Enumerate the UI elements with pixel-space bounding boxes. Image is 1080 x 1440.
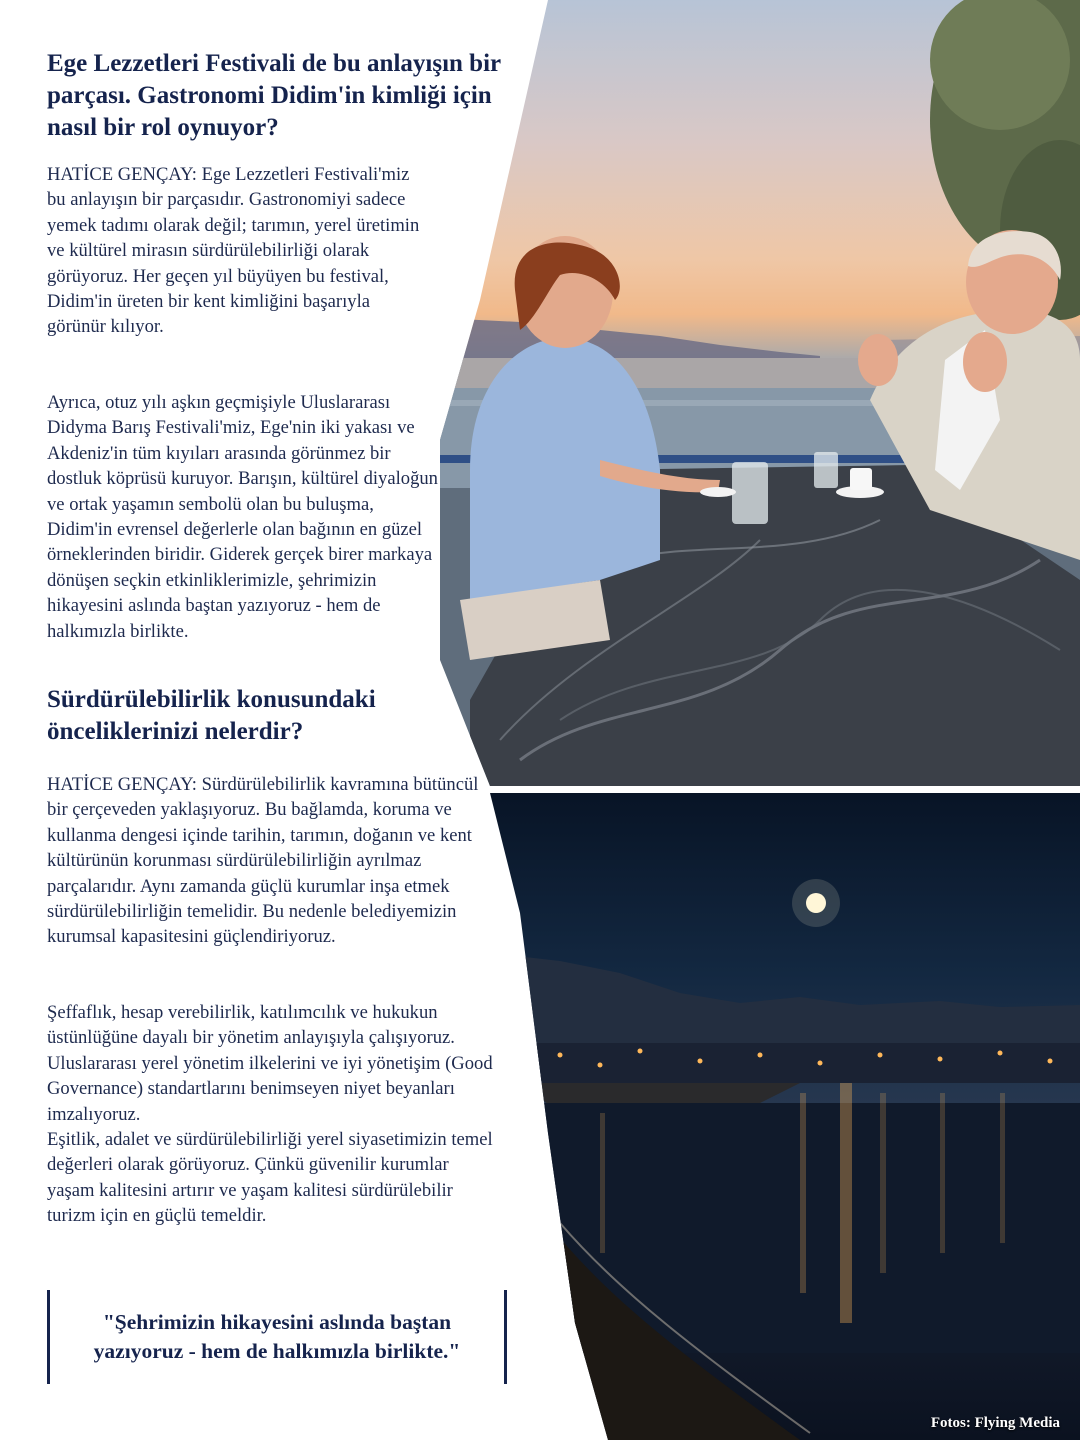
answer-2-paragraph-2: Şeffaflık, hesap verebilirlik, katılımcılık ve hukukun üstünlüğüne dayalı bir yönetim anlayışıyla çalışıyoruz. Uluslararası yerel yönetim ilkelerini ve iyi yönetişim (Good Governance) standartlarını benimseyen niyet beyanları imzalıyoruz.: [47, 1002, 493, 1125]
photo-credit: Fotos: Flying Media: [930, 1415, 1060, 1431]
pull-quote-text: "Şehrimizin hikayesini aslında baştan yazıyoruz - hem de halkımızla birlikte.": [93, 1310, 461, 1363]
question-heading-2: Sürdürülebilirlik konusundaki önceliklerinizi nelerdir?: [47, 686, 376, 745]
answer-1-paragraph-2: Ayrıca, otuz yılı aşkın geçmişiyle Uluslararası Didyma Barış Festivali'miz, Ege'nin iki yakası ve Akdeniz'in tüm kıyıları arasında görünmez bir dostluk köprüsü kuruyor. Barışın, kültürel diyaloğun ve ortak yaşamın sembolü olan bu buluşma, Didim'in evrensel değerlerle olan bağının en güzel örneklerinden biridir. Giderek gerçek birer markaya dönüşen seçkin etkinliklerimizle, şehrimizin hikayesini aslında baştan yazıyoruz - hem de halkımızla birlikte.: [47, 392, 438, 642]
answer-2-paragraph-3: Eşitlik, adalet ve sürdürülebilirliği yerel siyasetimizin temel değerleri olarak görüyoruz. Çünkü güvenilir kurumlar yaşam kalitesini artırır ve yaşam kalitesi sürdürülebilir turizm için en güçlü temeldir.: [47, 1129, 493, 1227]
answer-1-paragraph-1: HATİCE GENÇAY: Ege Lezzetleri Festivali'miz bu anlayışın bir parçasıdır. Gastronomiyi sadece yemek tadımı olarak değil; tarımın, yerel üretimin ve kültürel mirasın sürdürülebilirliği olarak görüyoruz. Her geçen yıl büyüyen bu festival, Didim'in üreten bir kent kimliğini başarıyla görünür kılıyor.: [47, 164, 420, 338]
answer-2-paragraph-1: HATİCE GENÇAY: Sürdürülebilirlik kavramına bütüncül bir çerçeveden yaklaşıyoruz. Bu bağlamda, koruma ve kullanma dengesi içinde tarihin, tarımın, doğanın ve kent kültürünün korunması sürdürülebilirliğin ayrılmaz parçalarıdır. Aynı zamanda güçlü kurumlar inşa etmek sürdürülebilirliğin temelidir. Bu nedenle belediyemizin kurumsal kapasitesini güçlendiriyoruz.: [47, 774, 479, 948]
pull-quote-box: [47, 1290, 507, 1384]
question-heading-1: Ege Lezzetleri Festivali de bu anlayışın bir parçası. Gastronomi Didim'in kimliği için nasıl bir rol oynuyor?: [47, 50, 501, 141]
